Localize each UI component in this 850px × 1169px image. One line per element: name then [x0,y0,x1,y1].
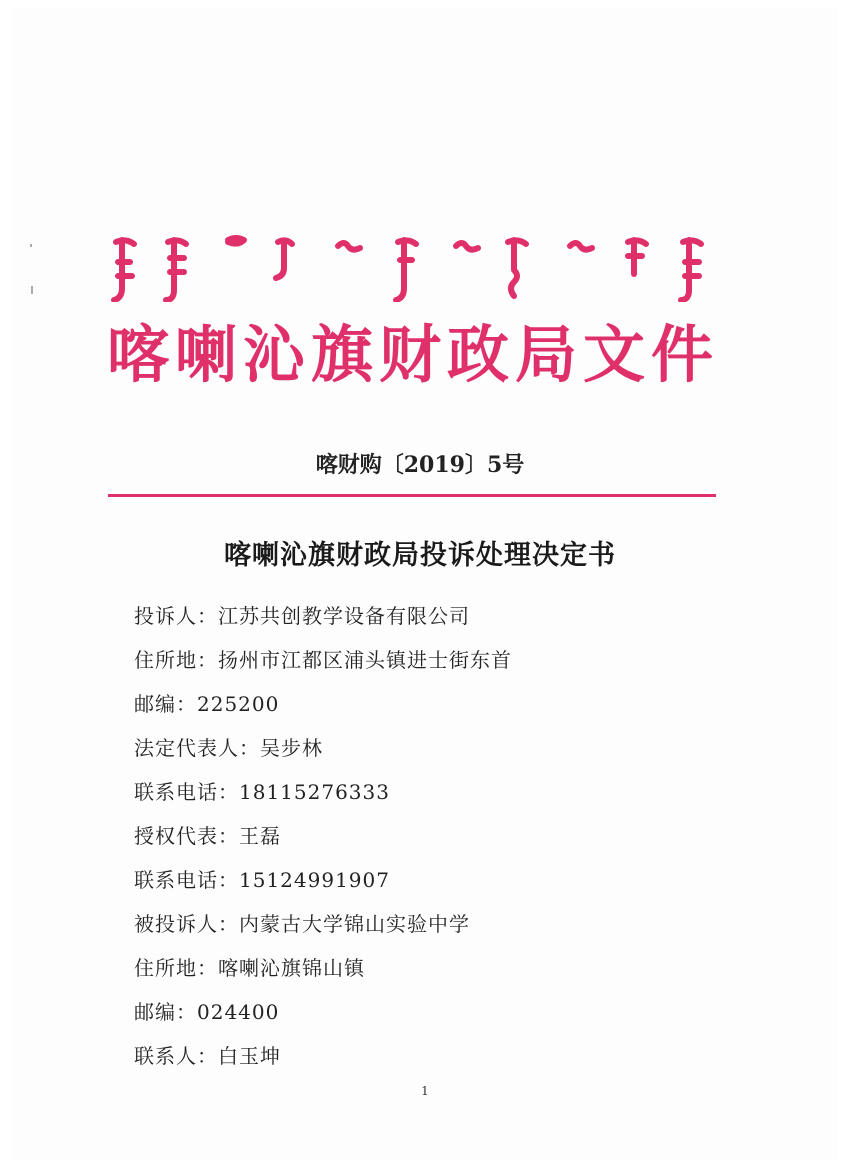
field-complainant-address [134,644,512,673]
document-page [12,8,838,1161]
field-complainant-postcode [134,688,279,717]
mongolian-script-logo [108,232,718,302]
field-value: 024400 [197,1000,280,1024]
field-label: 邮编： [134,692,197,716]
field-value: 内蒙古大学锦山实验中学 [239,912,470,936]
field-label: 邮编： [134,1000,197,1024]
issuer-header-title: 喀喇沁旗财政局文件 [106,318,719,391]
field-value: 18115276333 [239,780,390,804]
field-value: 白玉坤 [218,1044,281,1068]
field-complainant [134,600,470,629]
field-label: 联系人： [134,1044,218,1068]
field-value: 王磊 [239,824,281,848]
field-label: 住所地： [134,648,218,672]
field-label: 住所地： [134,956,218,980]
field-respondent-postcode [134,996,279,1025]
field-value: 喀喇沁旗锦山镇 [218,956,365,980]
field-value: 江苏共创教学设备有限公司 [218,604,470,628]
red-divider-line [108,494,716,497]
field-label: 法定代表人： [134,736,260,760]
scan-speck [31,286,33,294]
field-value: 15124991907 [239,868,390,892]
field-contact-person [134,1040,281,1069]
scan-speck [30,244,32,247]
field-authorized-representative [134,820,281,849]
document-number: 喀财购〔2019〕5号 [315,452,525,478]
mongolian-header-script [108,232,718,302]
page-number: 1 [421,1084,429,1098]
field-respondent [134,908,470,937]
field-label: 联系电话： [134,868,239,892]
field-value: 吴步林 [260,736,323,760]
field-label: 联系电话： [134,780,239,804]
field-legal-representative [134,732,323,761]
decision-title: 喀喇沁旗财政局投诉处理决定书 [224,540,616,571]
field-complainant-phone [134,776,390,805]
field-respondent-address [134,952,365,981]
field-representative-phone [134,864,390,893]
field-label: 被投诉人： [134,912,239,936]
field-label: 投诉人： [134,604,218,628]
field-label: 授权代表： [134,824,239,848]
field-value: 225200 [197,692,280,716]
field-value: 扬州市江都区浦头镇进士街东首 [218,648,512,672]
